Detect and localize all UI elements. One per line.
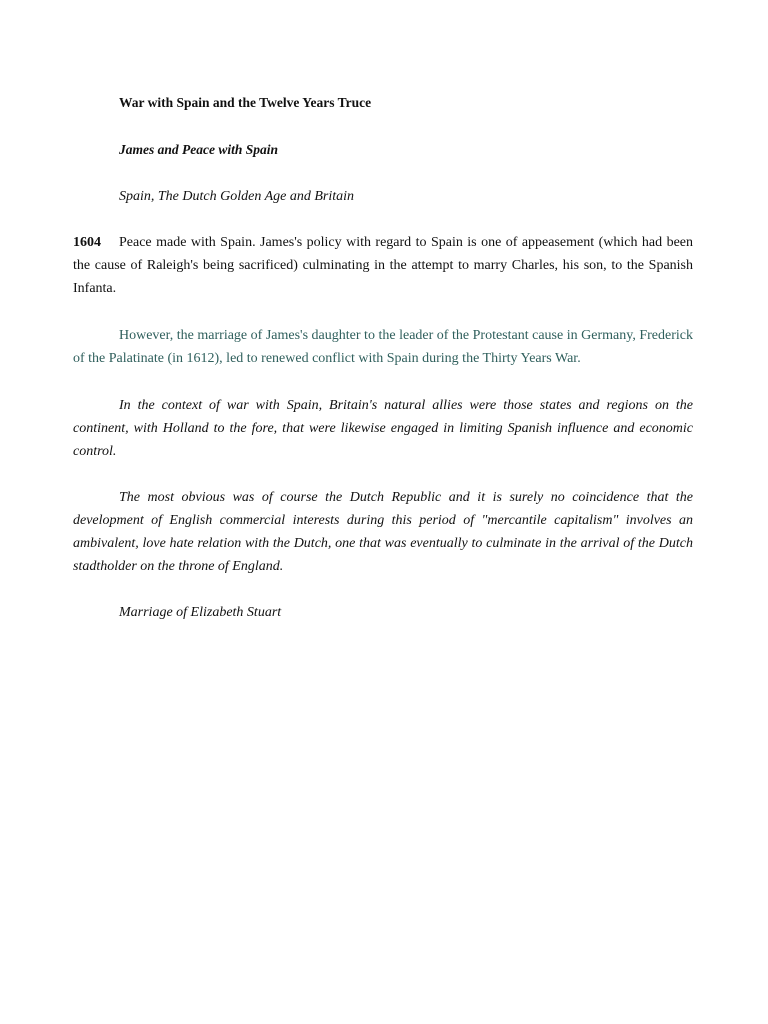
entry-paragraph	[73, 231, 693, 300]
dutch-paragraph: The most obvious was of course the Dutch Republic and it is surely no coincidence that the development of English commercial interests during this period of "mercantile capitalism" involves an ambivalent, love hate relation with the Dutch, one that was eventually to culminate in the arrival of the Dutch stadtholder on the throne of England.	[73, 490, 693, 574]
section-title: Spain, The Dutch Golden Age and Britain	[119, 189, 354, 204]
allies-paragraph: In the context of war with Spain, Britain's natural allies were those states and regions on the continent, with Holland to the fore, that were likewise engaged in limiting Spanish influence and economic control.	[73, 398, 693, 459]
closing-title: Marriage of Elizabeth Stuart	[119, 605, 282, 620]
document-heading: War with Spain and the Twelve Years Truce	[119, 95, 372, 110]
document-subheading: James and Peace with Spain	[119, 142, 279, 157]
marriage-paragraph: However, the marriage of James's daughter to the leader of the Protestant cause in Germany, Frederick of the Palatinate (in 1612), led to renewed conflict with Spain during the Thirty Years War.	[73, 328, 693, 366]
entry-year: 1604	[73, 235, 101, 250]
entry-text: Peace made with Spain. James's policy with regard to Spain is one of appeasement (which had been the cause of Raleigh's being sacrificed) culminating in the attempt to marry Charles, his son, to the Spanish Infanta.	[73, 235, 693, 296]
